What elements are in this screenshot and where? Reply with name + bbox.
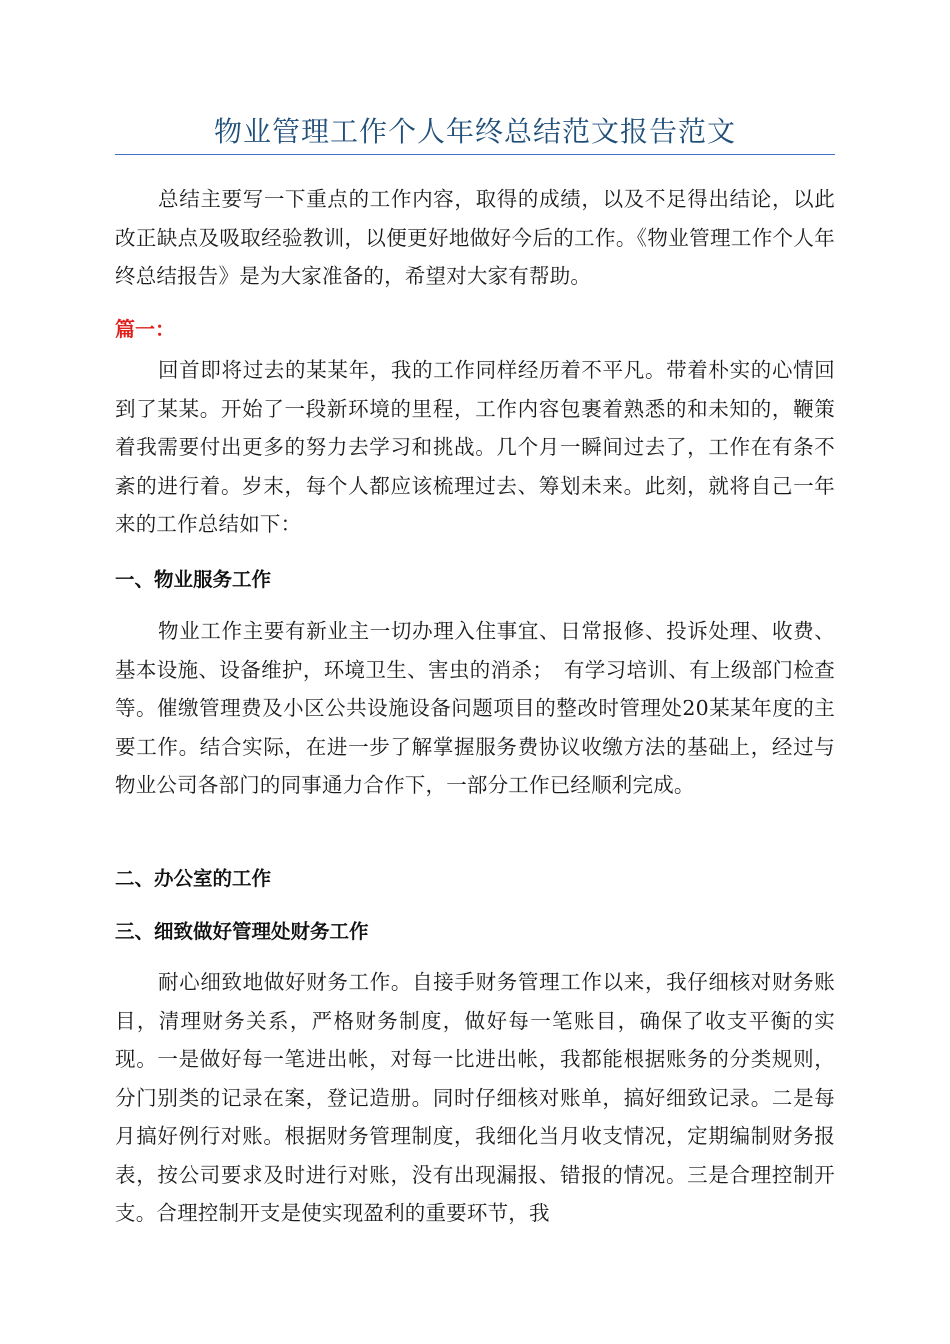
section-heading-office-work: 二、办公室的工作	[115, 867, 272, 890]
document-title: 物业管理工作个人年终总结范文报告范文	[213, 115, 736, 148]
part-label: 篇一：	[115, 317, 175, 341]
part-intro-paragraph: 回首即将过去的某某年，我的工作同样经历着不平凡。带着朴实的心情回到了某某。开始了一段新环境的里程，工作内容包裹着熟悉的和未知的，鞭策着我需要付出更多的努力去学习和挑战。几个月一瞬间过去了，工作在有条不紊的进行着。岁末，每个人都应该梳理过去、筹划未来。此刻，就将自己一年来的工作总结如下：	[115, 358, 835, 536]
title-underline	[115, 154, 835, 155]
section-heading-property-service: 一、物业服务工作	[115, 568, 272, 591]
section-body-finance-work: 耐心细致地做好财务工作。自接手财务管理工作以来，我仔细核对财务账目，清理财务关系，严格财务制度，做好每一笔账目，确保了收支平衡的实现。一是做好每一笔进出帐，对每一比进出帐，我都能根据账务的分类规则，分门别类的记录在案，登记造册。同时仔细核对账单，搞好细致记录。二是每月搞好例行对账。根据财务管理制度，我细化当月收支情况，定期编制财务报表，按公司要求及时进行对账，没有出现漏报、错报的情况。三是合理控制开支。合理控制开支是使实现盈利的重要环节，我	[115, 970, 835, 1225]
section-heading-finance-work: 三、细致做好管理处财务工作	[115, 920, 369, 943]
intro-paragraph: 总结主要写一下重点的工作内容，取得的成绩，以及不足得出结论，以此改正缺点及吸取经验教训，以便更好地做好今后的工作。《物业管理工作个人年终总结报告》是为大家准备的，希望对大家有帮助。	[115, 187, 835, 288]
section-body-property-service: 物业工作主要有新业主一切办理入住事宜、日常报修、投诉处理、收费、基本设施、设备维护，环境卫生、害虫的消杀； 有学习培训、有上级部门检查等。催缴管理费及小区公共设施设备问题项目的整改时管理处20某某年度的主要工作。结合实际，在进一步了解掌握服务费协议收缴方法的基础上，经过与物业公司各部门的同事通力合作下，一部分工作已经顺利完成。	[115, 619, 835, 797]
